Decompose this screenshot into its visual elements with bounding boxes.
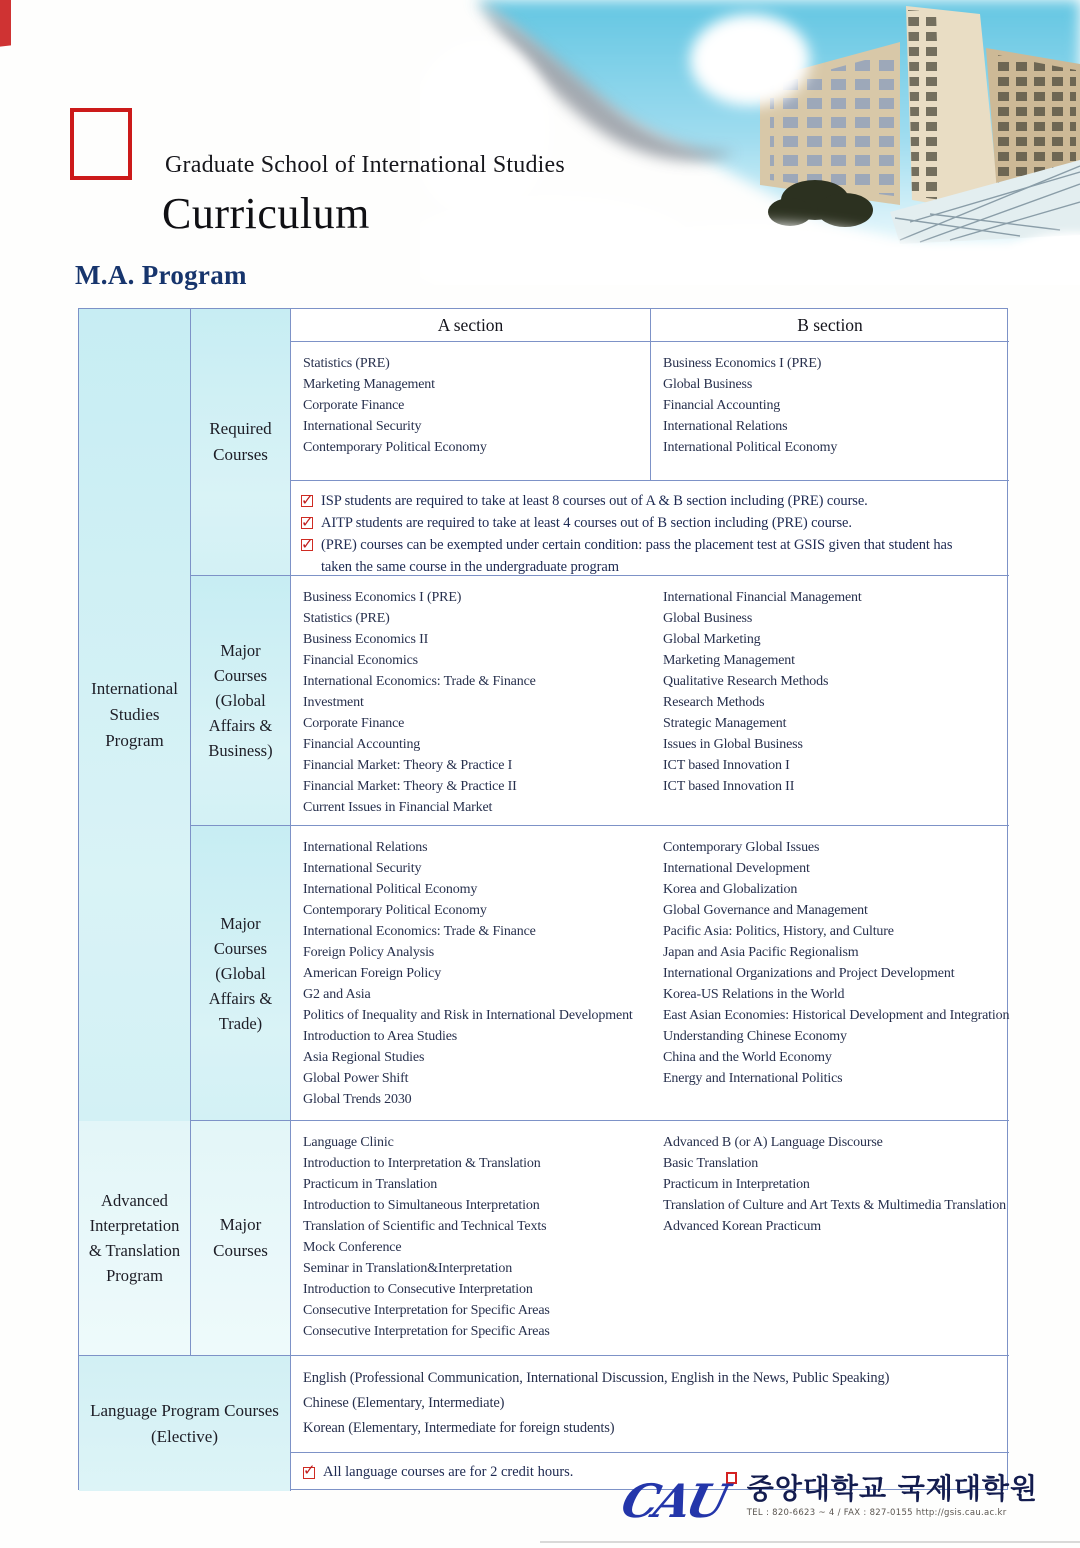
course-item: International Political Economy — [303, 882, 478, 897]
course-item: Asia Regional Studies — [303, 1050, 425, 1065]
course-item: Qualitative Research Methods — [663, 674, 829, 689]
course-item: Practicum in Interpretation — [663, 1177, 810, 1192]
campus-building-photo — [420, 0, 1080, 285]
course-item: Consecutive Interpretation for Specific Areas — [303, 1303, 550, 1318]
checkbox-icon — [301, 495, 313, 507]
note-text: (PRE) courses can be exempted under certain condition: pass the placement test at GSIS given that student has taken the same course in the undergraduate program — [321, 537, 953, 575]
major-business-a-list — [291, 576, 651, 825]
note-item — [301, 512, 1001, 534]
course-item: Marketing Management — [303, 377, 435, 392]
course-item: Global Business — [663, 611, 753, 626]
red-logo-box — [70, 108, 132, 180]
isp-program-label: International Studies Program — [79, 309, 191, 1121]
course-item: International Organizations and Project Development — [663, 966, 955, 981]
required-notes — [291, 481, 1009, 576]
course-item: American Foreign Policy — [303, 966, 442, 981]
major-trade-a-list — [291, 826, 651, 1120]
course-item: Financial Market: Theory & Practice II — [303, 779, 517, 794]
course-item: Mock Conference — [303, 1240, 402, 1255]
scan-corner-mark — [0, 0, 11, 47]
course-item: Korea and Globalization — [663, 882, 798, 897]
course-item: Global Trends 2030 — [303, 1092, 412, 1107]
course-item: International Economics: Trade & Finance — [303, 924, 536, 939]
note-item — [301, 490, 1001, 512]
contact-line: TEL : 820-6623 ~ 4 / FAX : 827-0155 http://gsis.cau.ac.kr — [746, 1508, 1007, 1518]
course-item: G2 and Asia — [303, 987, 371, 1002]
course-item: Introduction to Consecutive Interpretation — [303, 1282, 533, 1297]
course-item: Translation of Culture and Art Texts & Multimedia Translation — [663, 1198, 1006, 1213]
aitp-a-list — [291, 1121, 651, 1355]
checkbox-icon — [301, 539, 313, 551]
language-course-list — [291, 1356, 1009, 1453]
scan-bottom-edge — [540, 1541, 1080, 1543]
course-item: English (Professional Communication, International Discussion, English in the News, Public Speaking) — [303, 1370, 890, 1386]
course-item: International Financial Management — [663, 590, 862, 605]
course-item: Marketing Management — [663, 653, 795, 668]
course-item: Global Power Shift — [303, 1071, 409, 1086]
course-item: Global Business — [663, 377, 753, 392]
course-item: Practicum in Translation — [303, 1177, 438, 1192]
course-item: International Security — [303, 861, 422, 876]
course-item: Seminar in Translation&Interpretation — [303, 1261, 513, 1276]
page-title: Curriculum — [162, 189, 370, 238]
course-item: Statistics (PRE) — [303, 611, 390, 626]
major-business-b-list — [651, 576, 1009, 825]
course-item: Research Methods — [663, 695, 765, 710]
course-item: Pacific Asia: Politics, History, and Culture — [663, 924, 894, 939]
course-item: Current Issues in Financial Market — [303, 800, 493, 815]
course-item: Financial Accounting — [303, 737, 421, 752]
language-note-text: All language courses are for 2 credit hours. — [323, 1463, 574, 1480]
course-item: Financial Market: Theory & Practice I — [303, 758, 513, 773]
course-item: Contemporary Political Economy — [303, 440, 487, 455]
course-item: Business Economics II — [303, 632, 429, 647]
course-item: East Asian Economies: Historical Development and Integration — [663, 1008, 1010, 1023]
major-business-lists — [291, 576, 1009, 826]
course-item: International Security — [303, 419, 422, 434]
course-item: Issues in Global Business — [663, 737, 803, 752]
course-item: Corporate Finance — [303, 398, 405, 413]
language-program-label: Language Program Courses (Elective) — [79, 1356, 291, 1491]
course-item: Politics of Inequality and Risk in International Development — [303, 1008, 633, 1023]
course-item: Consecutive Interpretation for Specific Areas — [303, 1324, 550, 1339]
language-note — [303, 1464, 573, 1481]
course-item: International Political Economy — [663, 440, 838, 455]
section-b-header: B section — [651, 309, 1009, 342]
course-item: Global Marketing — [663, 632, 761, 647]
course-item: China and the World Economy — [663, 1050, 832, 1065]
required-courses-label: Required Courses — [191, 309, 291, 576]
aitp-program-label: Advanced Interpretation & Translation Program — [79, 1121, 191, 1356]
course-item: Chinese (Elementary, Intermediate) — [303, 1395, 505, 1411]
aitp-major-label: Major Courses — [191, 1121, 291, 1356]
required-b-list — [651, 342, 1009, 481]
course-item: Statistics (PRE) — [303, 356, 390, 371]
course-item: Foreign Policy Analysis — [303, 945, 435, 960]
course-item: Introduction to Area Studies — [303, 1029, 458, 1044]
section-a-header: A section — [291, 309, 651, 342]
note-item — [301, 534, 1001, 578]
school-name: Graduate School of International Studies — [165, 152, 565, 178]
curriculum-table — [78, 308, 1008, 1490]
course-item: Contemporary Political Economy — [303, 903, 487, 918]
aitp-lists — [291, 1121, 1009, 1356]
program-heading: M.A. Program — [75, 260, 247, 290]
checkbox-icon — [303, 1467, 315, 1479]
course-item: Corporate Finance — [303, 716, 405, 731]
course-item: Financial Accounting — [663, 398, 781, 413]
major-trade-label: Major Courses (Global Affairs & Trade) — [191, 826, 291, 1121]
major-trade-b-list — [651, 826, 1009, 1120]
course-item: ICT based Innovation II — [663, 779, 795, 794]
course-item: Energy and International Politics — [663, 1071, 843, 1086]
course-item: Business Economics I (PRE) — [303, 590, 462, 605]
major-trade-lists — [291, 826, 1009, 1121]
course-item: Contemporary Global Issues — [663, 840, 820, 855]
aitp-b-list — [651, 1121, 1009, 1355]
course-item: Korea-US Relations in the World — [663, 987, 845, 1002]
course-item: ICT based Innovation I — [663, 758, 790, 773]
course-item: International Development — [663, 861, 810, 876]
course-item: International Economics: Trade & Finance — [303, 674, 536, 689]
course-item: Strategic Management — [663, 716, 787, 731]
course-item: International Relations — [303, 840, 428, 855]
course-item: Advanced Korean Practicum — [663, 1219, 821, 1234]
checkbox-icon — [301, 517, 313, 529]
course-item: Language Clinic — [303, 1135, 394, 1150]
cau-logo: CAU — [616, 1474, 731, 1528]
university-name: 중앙대학교 국제대학원 — [746, 1472, 1038, 1505]
course-item: Basic Translation — [663, 1156, 759, 1171]
required-a-list — [291, 342, 651, 481]
course-item: Japan and Asia Pacific Regionalism — [663, 945, 859, 960]
note-text: AITP students are required to take at least 4 courses out of B section including (PRE) course. — [321, 515, 852, 531]
course-item: Translation of Scientific and Technical Texts — [303, 1219, 547, 1234]
major-business-label: Major Courses (Global Affairs & Business) — [191, 576, 291, 826]
course-item: Korean (Elementary, Intermediate for foreign students) — [303, 1420, 615, 1436]
course-item: Understanding Chinese Economy — [663, 1029, 847, 1044]
course-item: International Relations — [663, 419, 788, 434]
course-item: Investment — [303, 695, 364, 710]
course-item: Global Governance and Management — [663, 903, 868, 918]
course-item: Business Economics I (PRE) — [663, 356, 822, 371]
course-item: Introduction to Simultaneous Interpretation — [303, 1198, 540, 1213]
course-item: Advanced B (or A) Language Discourse — [663, 1135, 883, 1150]
note-text: ISP students are required to take at least 8 courses out of A & B section including (PRE) course. — [321, 493, 868, 509]
course-item: Financial Economics — [303, 653, 418, 668]
course-item: Introduction to Interpretation & Translation — [303, 1156, 541, 1171]
footer-logo-block — [616, 1472, 1038, 1528]
